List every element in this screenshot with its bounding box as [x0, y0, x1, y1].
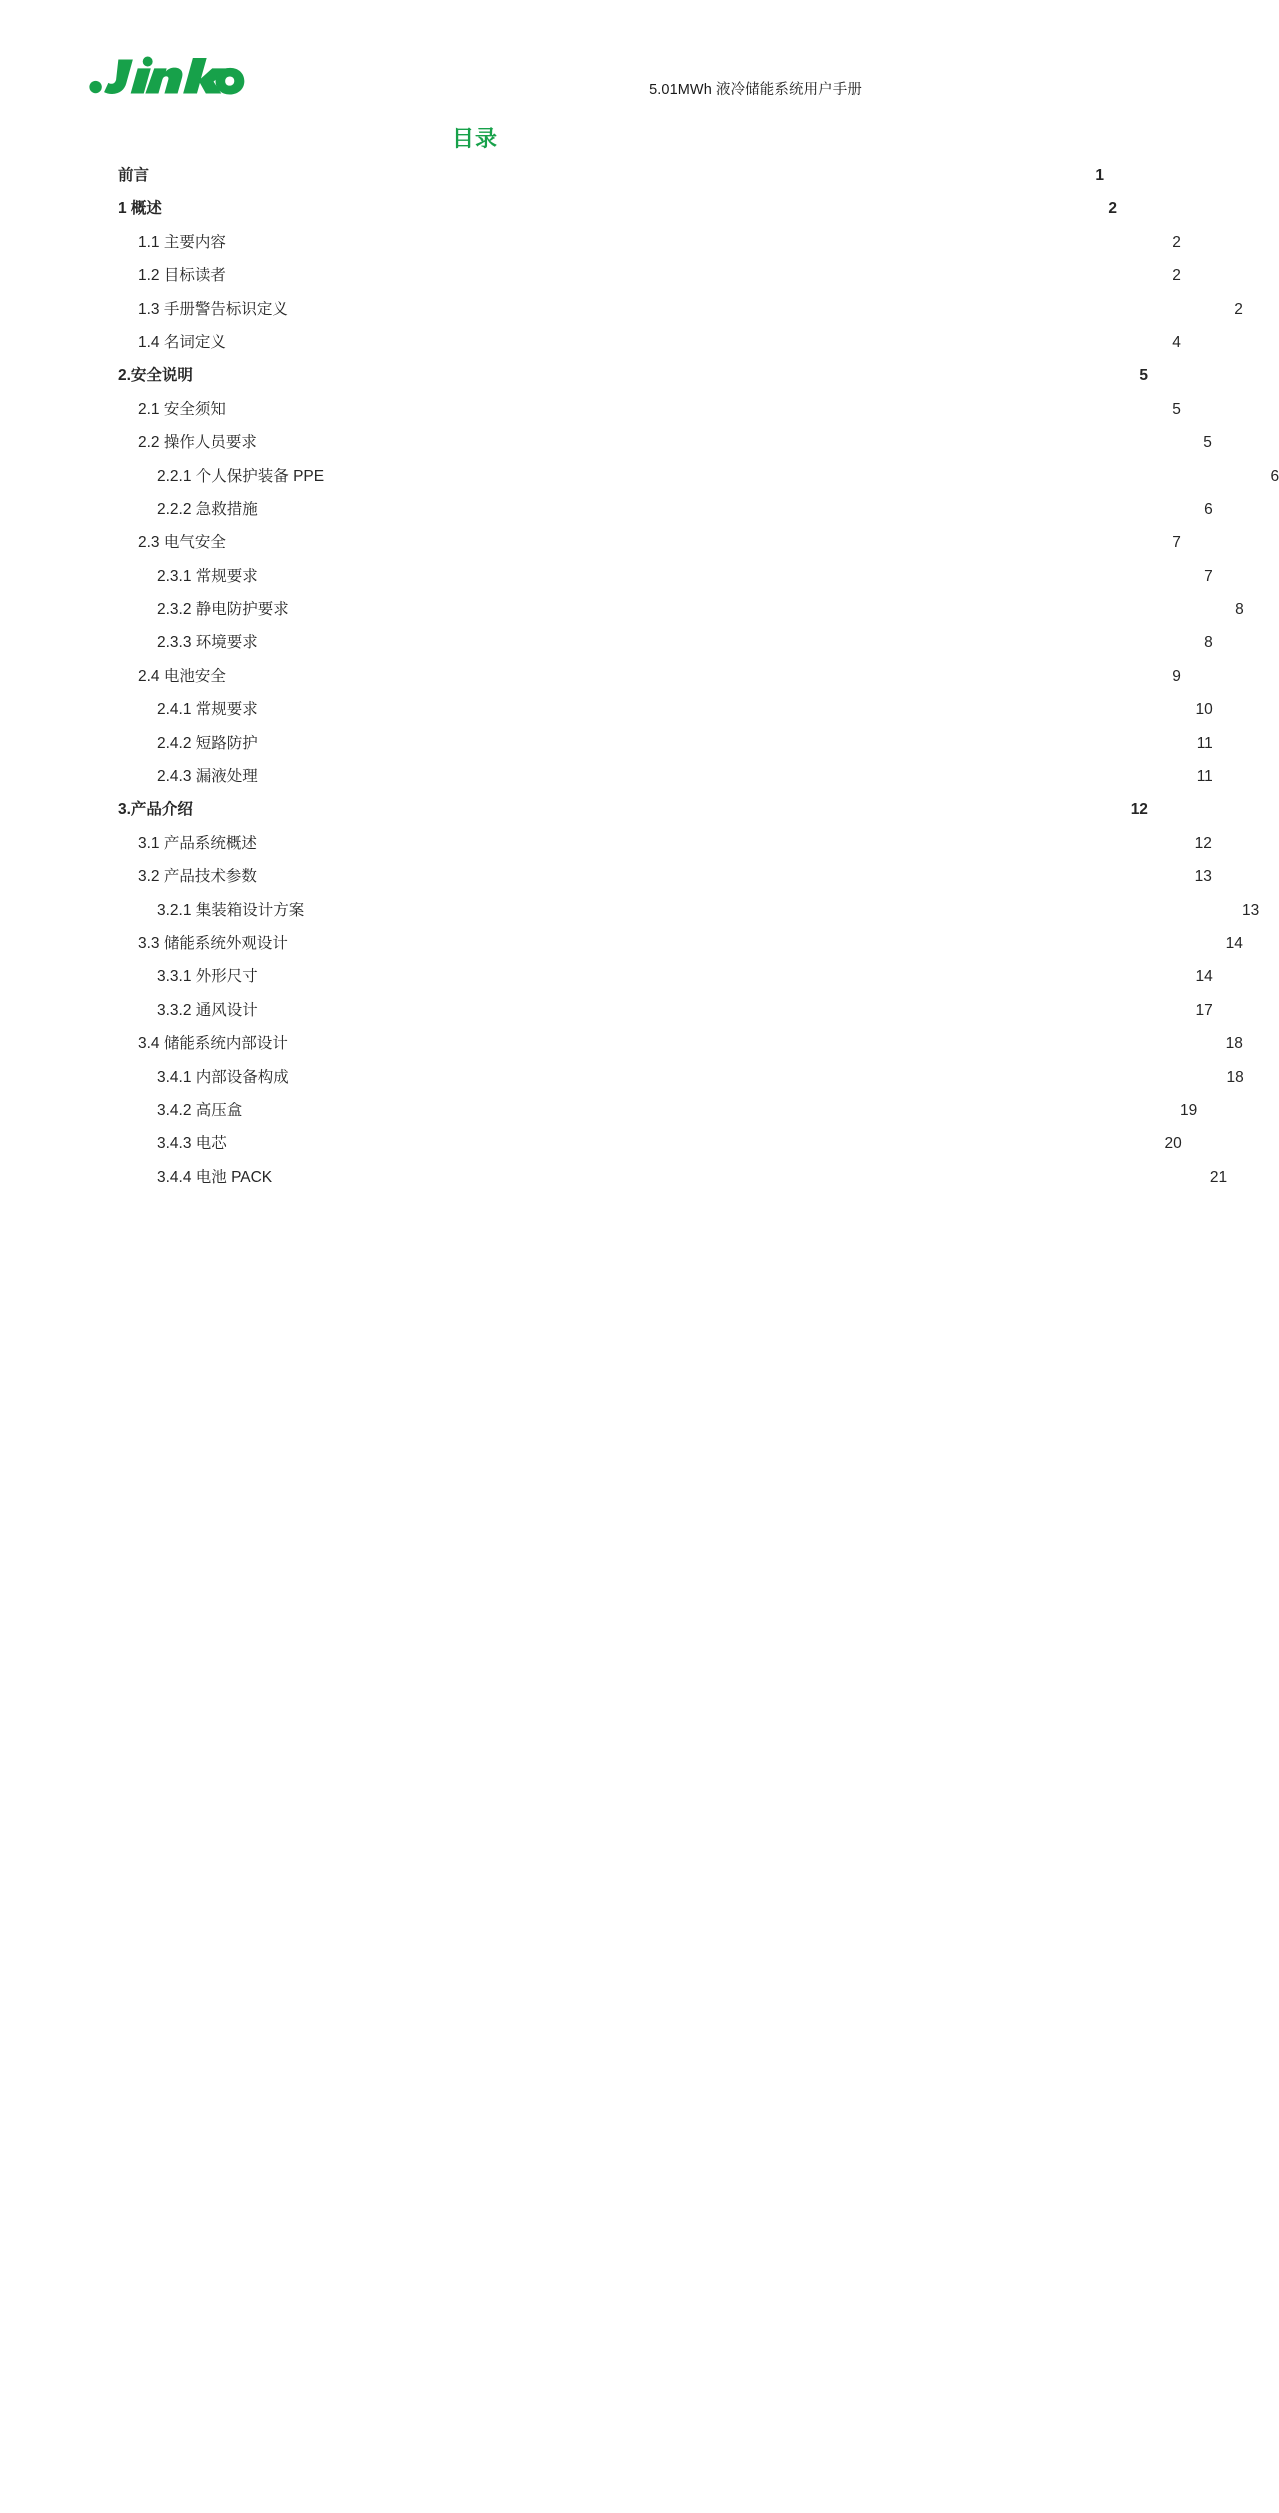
- header-document-title: 5.01MWh 液冷储能系统用户手册: [649, 82, 862, 98]
- toc-entry-label: 3.2.1 集装箱设计方案: [157, 901, 305, 919]
- toc-entry[interactable]: [0, 464, 1279, 497]
- toc-entry-label: 2.3.2 静电防护要求: [157, 601, 289, 619]
- toc-entry-page-number: 18: [1225, 1035, 1243, 1053]
- toc-entry-page-number: 1: [1095, 167, 1105, 184]
- jinko-logo-icon: [88, 55, 226, 97]
- toc-entry-page-number: 2: [1172, 233, 1181, 251]
- toc-entry[interactable]: [0, 263, 1181, 296]
- toc-entry-label: 1.2 目标读者: [138, 267, 226, 285]
- toc-entry[interactable]: [0, 797, 1148, 830]
- toc-entry[interactable]: [0, 530, 1181, 563]
- toc-entry[interactable]: [0, 430, 1212, 463]
- toc-entry-label: 3.4.2 高压盒: [157, 1101, 243, 1119]
- toc-entry-label: 3.4 储能系统内部设计: [138, 1035, 288, 1053]
- toc-entry-page-number: 21: [1209, 1168, 1228, 1186]
- toc-entry-label: 3.1 产品系统概述: [138, 834, 257, 852]
- toc-entry-page-number: 2: [1172, 267, 1181, 285]
- toc-entry-page-number: 7: [1172, 534, 1181, 552]
- toc-entry[interactable]: [0, 597, 1244, 630]
- toc-entry-label: 2.2.1 个人保护装备 PPE: [157, 467, 325, 485]
- toc-entry-label: 3.2 产品技术参数: [138, 868, 257, 886]
- toc-entry-label: 1.3 手册警告标识定义: [138, 300, 288, 318]
- toc-entry-page-number: 11: [1196, 734, 1213, 752]
- toc-entry-page-number: 20: [1164, 1135, 1182, 1153]
- toc-entry-page-number: 12: [1194, 834, 1212, 852]
- toc-entry[interactable]: [0, 731, 1213, 764]
- toc-entry-page-number: 5: [1203, 434, 1212, 452]
- toc-entry-page-number: 14: [1225, 934, 1243, 952]
- toc-entry[interactable]: [0, 964, 1213, 997]
- toc-entry-label: 2.4.2 短路防护: [157, 734, 258, 752]
- toc-entry[interactable]: [0, 898, 1260, 931]
- toc-entry-page-number: 6: [1204, 500, 1213, 518]
- toc-entry-page-number: 13: [1242, 901, 1260, 919]
- toc-entry[interactable]: [0, 998, 1213, 1031]
- toc-entry-label: 前言: [118, 167, 150, 184]
- toc-entry-label: 1.4 名词定义: [138, 333, 226, 351]
- toc-entry[interactable]: [0, 196, 1117, 229]
- toc-entry-page-number: 2: [1108, 200, 1117, 218]
- toc-entry-page-number: 8: [1204, 634, 1213, 652]
- toc-entry-label: 2.1 安全须知: [138, 400, 226, 418]
- toc-entry[interactable]: [0, 1165, 1228, 1198]
- toc-entry[interactable]: [0, 1031, 1243, 1064]
- toc-entry-page-number: 5: [1172, 400, 1181, 418]
- toc-entry-label: 3.4.1 内部设备构成: [157, 1068, 289, 1086]
- toc-entry-label: 3.3 储能系统外观设计: [138, 934, 288, 952]
- toc-entry-label: 2.4.1 常规要求: [157, 701, 258, 719]
- toc-entry[interactable]: [0, 630, 1213, 663]
- toc-entry-label: 3.4.4 电池 PACK: [157, 1168, 273, 1186]
- toc-entry-page-number: 9: [1172, 667, 1181, 685]
- document-header: [0, 0, 950, 112]
- toc-entry-label: 3.4.3 电芯: [157, 1135, 227, 1153]
- toc-entry-label: 2.2 操作人员要求: [138, 434, 257, 452]
- toc-entry[interactable]: [0, 163, 1105, 196]
- toc-entry-page-number: 6: [1270, 467, 1279, 485]
- toc-entry-page-number: 19: [1180, 1101, 1198, 1119]
- toc-entry-page-number: 4: [1172, 333, 1181, 351]
- toc-entry[interactable]: [0, 664, 1181, 697]
- toc-entry-label: 1 概述: [118, 200, 162, 218]
- toc-entry-label: 3.3.1 外形尺寸: [157, 968, 258, 986]
- toc-entry[interactable]: [0, 330, 1181, 363]
- toc-entry-page-number: 17: [1195, 1001, 1213, 1019]
- toc-entry[interactable]: [0, 1131, 1182, 1164]
- toc-entry-label: 2.4.3 漏液处理: [157, 768, 258, 786]
- toc-entry-page-number: 5: [1139, 367, 1148, 385]
- toc-entry-page-number: 11: [1196, 768, 1213, 786]
- toc-entry[interactable]: [0, 397, 1181, 430]
- toc-entry[interactable]: [0, 1098, 1198, 1131]
- toc-entry[interactable]: [0, 230, 1181, 263]
- toc-entry[interactable]: [0, 764, 1213, 797]
- toc-entry[interactable]: [0, 564, 1213, 597]
- toc-entry-page-number: 12: [1130, 801, 1148, 819]
- toc-entry[interactable]: [0, 697, 1213, 730]
- toc-entry-page-number: 10: [1195, 701, 1213, 719]
- toc-entry[interactable]: [0, 831, 1212, 864]
- toc-entry[interactable]: [0, 1065, 1244, 1098]
- toc-entry-label: 3.3.2 通风设计: [157, 1001, 258, 1019]
- toc-entry[interactable]: [0, 864, 1212, 897]
- toc-entry[interactable]: [0, 297, 1243, 330]
- toc-entry[interactable]: [0, 931, 1243, 964]
- toc-entry-label: 2.3.1 常规要求: [157, 567, 258, 585]
- toc-entry-label: 2.4 电池安全: [138, 667, 226, 685]
- toc-entry-label: 2.3 电气安全: [138, 534, 226, 552]
- toc-entry-label: 2.3.3 环境要求: [157, 634, 258, 652]
- toc-entry-page-number: 18: [1226, 1068, 1244, 1086]
- toc-entry[interactable]: [0, 497, 1213, 530]
- page-title: 目录: [451, 126, 498, 151]
- toc-entry[interactable]: [0, 363, 1148, 396]
- toc-entry-label: 3.产品介绍: [118, 801, 193, 819]
- toc-entry-label: 2.2.2 急救措施: [157, 500, 258, 518]
- toc-entry-page-number: 7: [1204, 567, 1213, 585]
- toc-entry-page-number: 2: [1234, 300, 1243, 318]
- table-of-contents: [0, 163, 1279, 1198]
- toc-entry-page-number: 13: [1194, 868, 1212, 886]
- toc-entry-page-number: 14: [1195, 968, 1213, 986]
- toc-entry-label: 2.安全说明: [118, 367, 193, 385]
- toc-entry-label: 1.1 主要内容: [138, 233, 226, 251]
- toc-entry-page-number: 8: [1235, 601, 1244, 619]
